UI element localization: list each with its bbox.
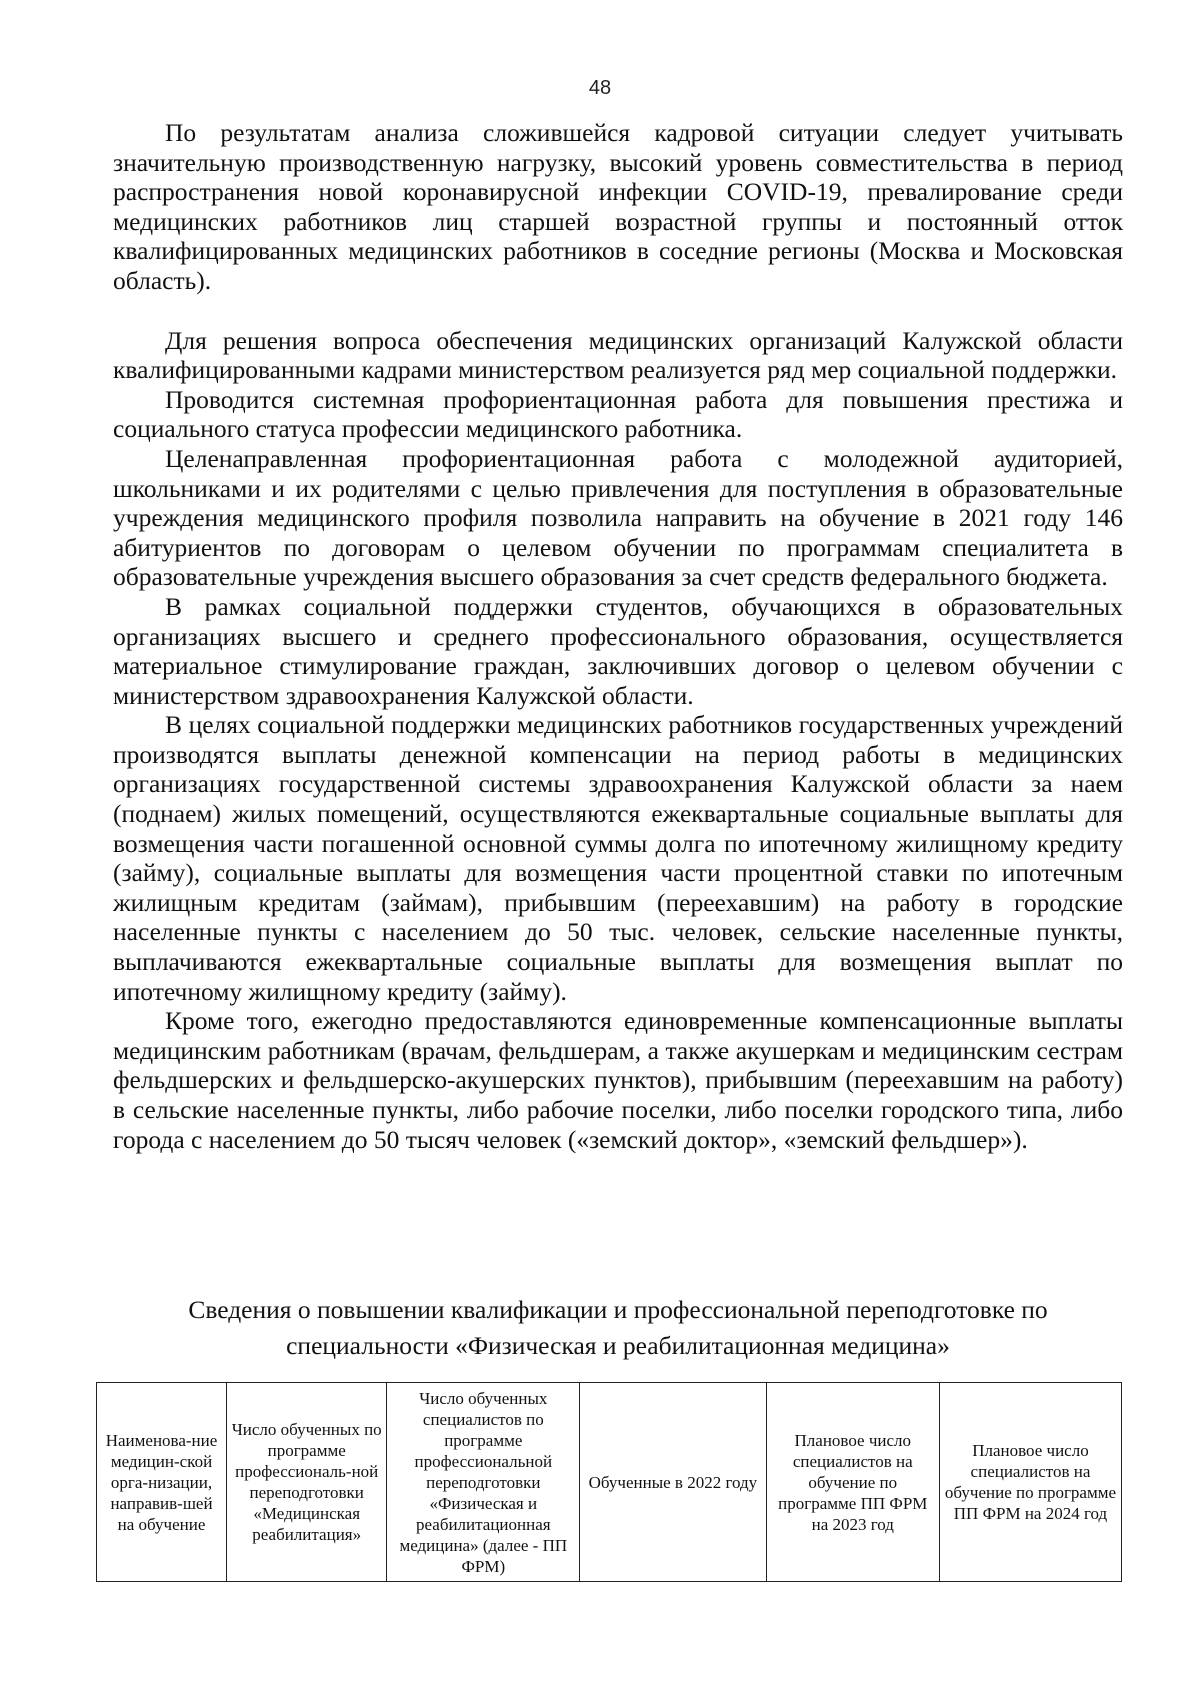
section-title bbox=[113, 1292, 1123, 1364]
header-planned-2024: Плановое число специалистов на обучение по программе ПП ФРМ на 2024 год bbox=[939, 1383, 1121, 1582]
section-title-line-2: специальности «Физическая и реабилитационная медицина» bbox=[286, 1331, 950, 1360]
paragraph-worker-compensation: В целях социальной поддержки медицинских работников государственных учреждений производятся выплаты денежной компенсации на период работы в медицинских организациях государственной системы здравоохранения Калужской области за наем (поднаем) жилых помещений, осуществляются ежеквартальные социальные выплаты для возмещения части погашенной основной суммы долга по ипотечному жилищному кредиту (займу), социальные выплаты для возмещения части процентной ставки по ипотечным жилищным кредитам (займам), прибывшим (переехавшим) на работу в городские населенные пункты с населением до 50 тыс. человек, сельские населенные пункты, выплачиваются ежеквартальные социальные выплаты для возмещения выплат по ипотечному жилищному кредиту (займу). bbox=[113, 710, 1123, 1006]
section-title-line-1: Сведения о повышении квалификации и профессиональной переподготовке по bbox=[188, 1295, 1048, 1324]
table-header-row bbox=[97, 1383, 1122, 1582]
training-table-container bbox=[96, 1382, 1122, 1582]
header-trained-2022: Обученные в 2022 году bbox=[580, 1383, 766, 1582]
header-planned-2023: Плановое число специалистов на обучение по программе ПП ФРМ на 2023 год bbox=[766, 1383, 939, 1582]
page-number: 48 bbox=[588, 77, 612, 99]
paragraph-staffing-analysis: По результатам анализа сложившейся кадровой ситуации следует учитывать значительную производственную нагрузку, высокий уровень совместительства в период распространения новой коронавирусной инфекции COVID-19, превалирование среди медицинских работников лиц старшей возрастной группы и постоянный отток квалифицированных медицинских работников в соседние регионы (Москва и Московская область). bbox=[113, 118, 1123, 295]
header-organization: Наименова-ние медицин-ской орга-низации, направив-шей на обучение bbox=[97, 1383, 227, 1582]
header-trained-prm: Число обученных специалистов по программе профессиональной переподготовки «Физическая и реабилитационная медицина» (далее - ПП ФРМ) bbox=[387, 1383, 580, 1582]
training-table bbox=[96, 1382, 1122, 1582]
header-trained-medical-rehabilitation: Число обученных по программе профессиональ-ной переподготовки «Медицинская реабилитация» bbox=[227, 1383, 387, 1582]
paragraph-career-guidance: Проводится системная профориентационная работа для повышения престижа и социального статуса профессии медицинского работника. bbox=[113, 384, 1123, 444]
body-text bbox=[113, 118, 1123, 1154]
paragraph-student-support: В рамках социальной поддержки студентов, обучающихся в образовательных организациях высшего и среднего профессионального образования, осуществляется материальное стимулирование граждан, заключивших договор о целевом обучении с министерством здравоохранения Калужской области. bbox=[113, 591, 1123, 710]
paragraph-zemsky-doctor: Кроме того, ежегодно предоставляются единовременные компенсационные выплаты медицинским работникам (врачам, фельдшерам, а также акушеркам и медицинским сестрам фельдшерских и фельдшерско-акушерских пунктов), прибывшим (переехавшим на работу) в сельские населенные пункты, либо рабочие поселки, либо поселки городского типа, либо города с населением до 50 тысяч человек («земский доктор», «земский фельдшер»). bbox=[113, 1006, 1123, 1154]
paragraph-targeted-training: Целенаправленная профориентационная работа с молодежной аудиторией, школьниками и их родителями с целью привлечения для поступления в образовательные учреждения медицинского профиля позволила направить на обучение в 2021 году 146 абитуриентов по договорам о целевом обучении по программам специалитета в образовательные учреждения высшего образования за счет средств федерального бюджета. bbox=[113, 443, 1123, 592]
paragraph-social-support-measures: Для решения вопроса обеспечения медицинских организаций Калужской области квалифицированными кадрами министерством реализуется ряд мер социальной поддержки. bbox=[113, 325, 1123, 385]
